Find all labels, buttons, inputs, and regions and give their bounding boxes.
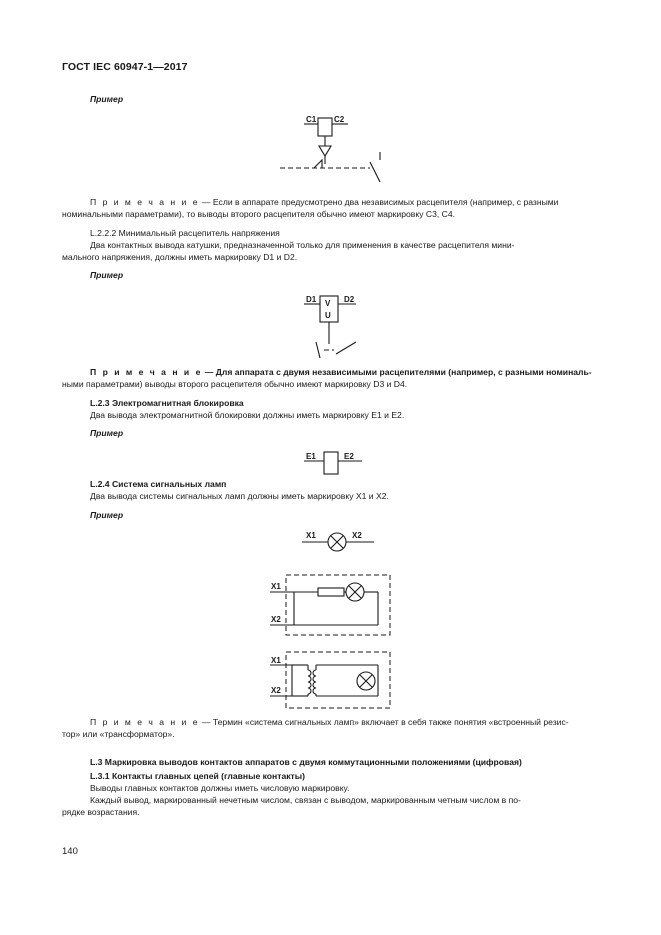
section-l31-text2: Каждый вывод, маркированный нечетным числом, связан с выводом, маркированным четным числом в по- [90,795,521,805]
note-dash: — [199,197,213,207]
note-label: П р и м е ч а н и е [90,197,200,207]
section-l3-heading: L.3 Маркировка выводов контактов аппаратов с двумя коммутационными положениями (цифровая) [90,757,522,767]
section-l222-heading: L.2.2.2 Минимальный расцепитель напряжения [90,228,280,238]
note-1-cont: номинальными параметрами), то выводы второго расцепителя обычно имеют маркировку C3, C4. [62,209,456,219]
terminal-x2-label: X2 [271,686,281,695]
note-dash: — [199,717,213,727]
terminal-x1-label: X1 [306,531,316,540]
example-label: Пример [90,270,124,280]
section-l31-text1: Выводы главных контактов должны иметь числовую маркировку. [90,783,350,793]
example-label: Пример [90,428,124,438]
diagram-x-lamp-transformer [268,650,398,710]
terminal-x2-label: X2 [352,531,362,540]
note-text: Если в аппарате предусмотрено два независимых расцепителя (например, с разными [212,197,559,207]
terminal-e2-label: E2 [344,452,354,461]
section-l222-text: Два контактных вывода катушки, предназначенной только для применения в качестве расцепителя мини- [90,240,515,250]
note-2-cont: ными параметрами) выводы второго расцепителя обычно имеют маркировку D3 и D4. [62,379,408,389]
diagram-e-interlock [300,448,370,478]
note-2 [90,367,600,379]
document-header: ГОСТ IEC 60947-1—2017 [62,61,188,73]
section-l222-text-cont: мального напряжения, должны иметь маркировку D1 и D2. [62,252,298,262]
terminal-x2-label: X2 [271,615,281,624]
coil-symbol-v: V [325,299,331,308]
terminal-x1-label: X1 [271,582,281,591]
section-l23-text: Два вывода электромагнитной блокировки должны иметь маркировку E1 и E2. [90,410,405,420]
note-text: Для аппарата с двумя независимыми расцепителями (например, с разными номиналь- [215,367,592,377]
note-label: П р и м е ч а н и е [90,367,203,377]
section-l31-text2-cont: рядке возрастания. [62,807,140,817]
diagram-x-lamp-resistor [268,573,398,637]
section-l31-heading: L.3.1 Контакты главных цепей (главные контакты) [90,771,305,781]
terminal-e1-label: E1 [306,452,316,461]
diagram-c-trip-coil [270,112,390,190]
note-label: П р и м е ч а н и е [90,717,200,727]
note-3-cont: тор» или «трансформатор». [62,729,175,739]
terminal-d1-label: D1 [306,295,317,304]
coil-symbol-u: U [325,311,331,320]
note-text: Термин «система сигнальных ламп» включает в себя также понятия «встроенный резис- [212,717,569,727]
note-3 [90,717,600,729]
diagram-d-undervoltage-coil [290,292,390,360]
terminal-d2-label: D2 [344,295,355,304]
section-l24-heading: L.2.4 Система сигнальных ламп [90,479,227,489]
example-label: Пример [90,94,124,104]
section-l24-text: Два вывода системы сигнальных ламп должны иметь маркировку X1 и X2. [90,491,389,501]
note-dash: — [202,367,216,377]
note-1 [90,197,600,209]
terminal-c1-label: C1 [306,115,317,124]
section-l23-heading: L.2.3 Электромагнитная блокировка [90,398,244,408]
terminal-c2-label: C2 [334,115,345,124]
diagram-x-lamp [298,528,378,558]
page-number: 140 [62,846,78,857]
terminal-x1-label: X1 [271,656,281,665]
example-label: Пример [90,510,124,520]
